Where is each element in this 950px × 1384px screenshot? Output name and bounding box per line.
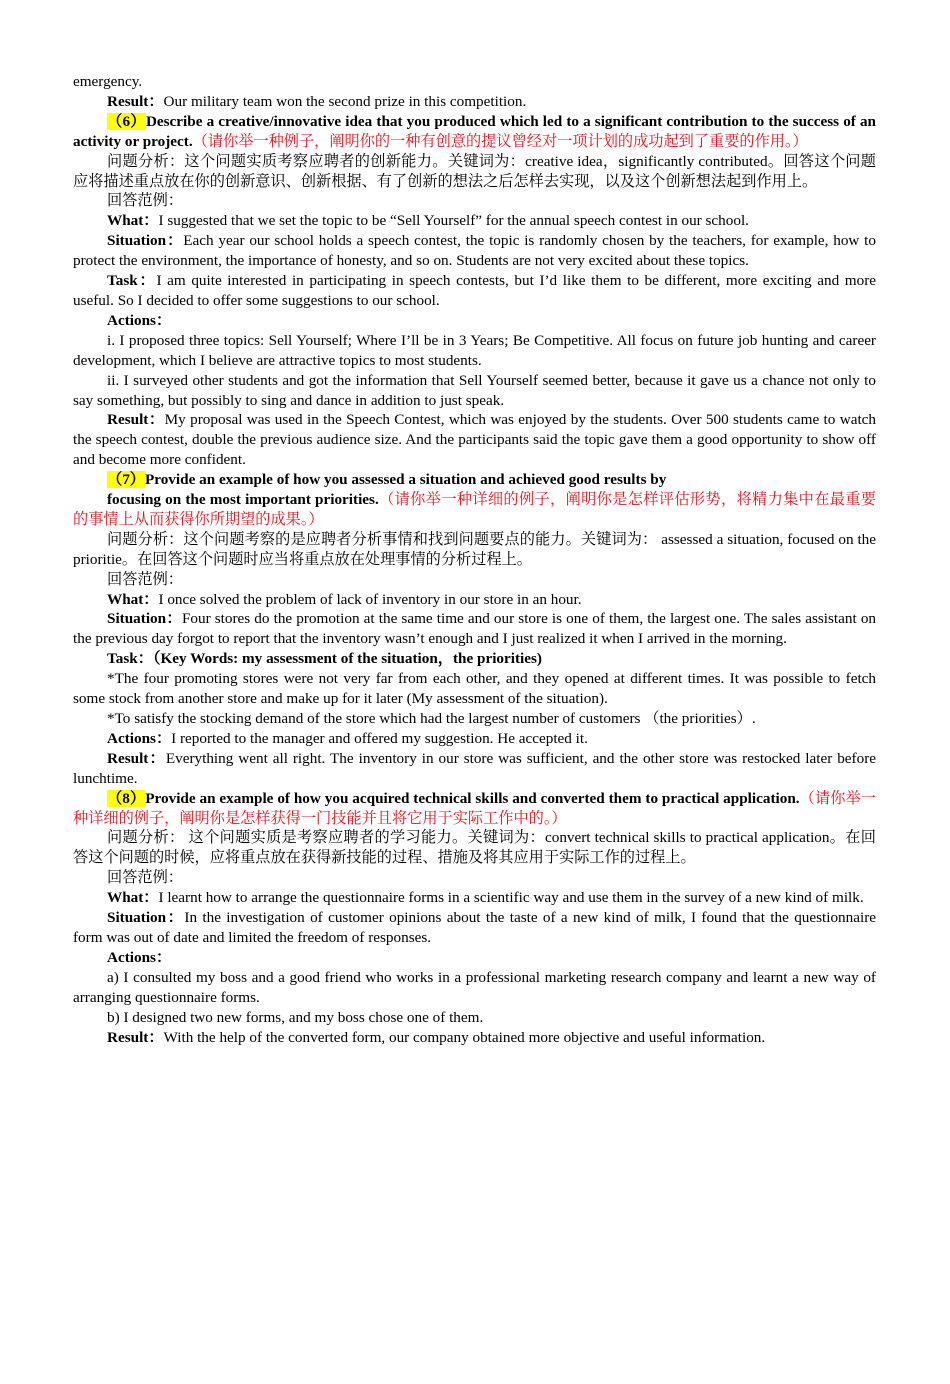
label-what: What [107,212,144,230]
body-text: ii. I surveyed other students and got the information that Sell Yourself seemed better, because it gave us a chance not only to say something, but possibly to sing and dance in addition to just speak. [73,371,876,409]
colon: ： [143,889,159,907]
colon: ： [148,1028,164,1046]
question-7-heading [73,470,876,490]
body-text: Everything went all right. The inventory in our store was sufficient, and the other store was restocked later before lunchtime. [73,749,877,787]
label-actions: Actions [107,729,156,747]
paragraph [73,709,876,729]
body-text: i. I proposed three topics: Sell Yourself; Where I’ll be in 3 Years; Be Competitive. All focus on future job hunting and career development, which I believe are attractive topics to most students. [73,331,876,369]
analysis-paragraph [73,530,876,570]
paragraph [73,311,876,331]
paragraph [73,231,876,271]
paragraph [73,729,876,749]
paragraph [73,888,876,908]
paragraph [73,211,876,231]
body-text: Four stores do the promotion at the same time and our store is one of them, the largest one. The sales assistant on the previous day forgot to report that the inventory wasn’t enough and I just realized it when I arrived in the morning. [73,610,877,648]
body-text: Our military team won the second prize in this competition. [163,92,527,110]
paragraph [73,1008,876,1028]
paragraph [73,749,876,789]
label-actions: Actions [107,311,156,329]
question-text: Provide an example of how you acquired technical skills and converted them to practical application. [145,789,800,807]
paragraph [73,72,876,92]
paragraph [73,92,876,112]
colon: ： [166,610,182,628]
colon: ： [166,232,184,250]
paragraph [73,649,876,669]
paragraph [73,371,876,411]
paragraph [73,331,876,371]
analysis-text: 问题分析：这个问题实质考察应聘者的创新能力。关键词为：creative idea，significantly contributed。回答这个问题应将描述重点放在你的创新意识、创新根据、有了创新的想法之后怎样去实现，以及这个创新想法起到作用上。 [73,152,876,190]
colon: ： [155,311,172,329]
colon: ： [155,729,172,747]
paragraph [73,609,876,649]
colon: ： [148,749,166,767]
label-task: Task [107,650,138,668]
colon: ： [148,92,164,110]
label-actions: Actions [107,948,156,966]
body-text: Each year our school holds a speech contest, the topic is randomly chosen by the teachers, for example, how to protect the environment, the importance of honesty, and so on. Students are not very excited about these topics. [73,232,876,270]
question-8-heading [73,789,876,829]
question-number-highlight: （7） [107,471,145,489]
label-situation: Situation [107,610,167,628]
example-label: 回答范例： [107,570,183,588]
question-text: focusing on the most important priorities. [107,491,379,509]
body-text: emergency. [73,73,143,90]
example-label: 回答范例： [107,869,183,887]
label-result: Result [107,411,149,429]
body-text: With the help of the converted form, our company obtained more objective and useful information. [163,1028,766,1046]
body-text: I am quite interested in participating in speech contests, but I’d like them to be different, more exciting and more useful. So I decided to offer some suggestions to our school. [73,272,876,309]
example-heading [73,570,876,590]
analysis-paragraph [73,828,876,868]
label-what: What [107,590,144,608]
question-translation: （请你举一种详细的例子，阐明你是怎样评估形势，将精力集中在最重要的事情上从而获得你所期望的成果。） [73,491,876,528]
colon: ： [143,590,159,608]
example-heading [73,191,876,211]
key-words: （Key Words: my assessment of the situation，the priorities) [152,650,542,668]
paragraph [73,1028,876,1048]
example-label: 回答范例： [107,192,183,210]
label-situation: Situation [107,909,167,927]
label-task: Task [107,272,138,290]
example-heading [73,868,876,888]
body-text: I learnt how to arrange the questionnaire forms in a scientific way and use them in the survey of a new kind of milk. [158,889,864,907]
question-6-heading [73,112,876,152]
paragraph [73,669,876,709]
paragraph [73,590,876,610]
label-result: Result [107,1028,149,1046]
body-text: *The four promoting stores were not very far from each other, and they opened at different times. It was possible to fetch some stock from another store and make up for it later (My assessment of the situation). [73,670,876,708]
colon: ： [137,650,153,668]
paragraph [73,968,876,1008]
body-text: I once solved the problem of lack of inventory in our store in an hour. [158,590,582,608]
colon: ： [137,272,157,290]
body-text: I reported to the manager and offered my suggestion. He accepted it. [171,729,588,747]
colon: ： [143,212,159,230]
paragraph [73,908,876,948]
colon: ： [148,411,165,429]
body-text: *To satisfy the stocking demand of the store which had the largest number of customers （the priorities）. [107,710,756,727]
paragraph [73,948,876,968]
body-text: My proposal was used in the Speech Contest, which was enjoyed by the students. Over 500 students came to watch the speech contest, double the previous audience size. And the participants said the topic gave them a good opportunity to show off and become more confident. [73,411,876,469]
body-text: a) I consulted my boss and a good friend who works in a professional marketing research company and learnt a new way of arranging questionnaire forms. [73,968,876,1006]
colon: ： [155,948,172,966]
question-number-highlight: （6） [107,112,146,130]
label-situation: Situation [107,232,167,250]
analysis-text: 问题分析：这个问题考察的是应聘者分析事情和找到问题要点的能力。关键词为： assessed a situation, focused on the prioritie。在回答这个问题时应当将重点放在处理事情的分析过程上。 [73,530,876,568]
document-page [73,72,876,1047]
label-what: What [107,889,144,907]
question-number-highlight: （8） [107,789,146,807]
colon: ： [166,909,185,927]
body-text: b) I designed two new forms, and my boss chose one of them. [107,1008,484,1026]
analysis-paragraph [73,152,876,192]
label-result: Result [107,749,149,767]
label-result: Result [107,92,149,110]
body-text: In the investigation of customer opinions about the taste of a new kind of milk, I found that the questionnaire form was out of date and limited the freedom of responses. [73,909,877,946]
paragraph [73,271,876,311]
question-7-heading-cont [73,490,876,530]
question-translation: （请你举一种例子，阐明你的一种有创意的提议曾经对一项计划的成功起到了重要的作用。） [192,132,808,150]
body-text: I suggested that we set the topic to be “Sell Yourself” for the annual speech contest in our school. [158,212,749,230]
question-translation: （请你举一种详细的例子，阐明你是怎样获得一门技能并且将它用于实际工作中的。） [73,789,876,827]
question-text: Provide an example of how you assessed a situation and achieved good results by [144,471,667,489]
question-text: Describe a creative/innovative idea that you produced which led to a significant contribution to the success of an activity or project. [73,112,877,150]
analysis-text: 问题分析： 这个问题实质是考察应聘者的学习能力。关键词为：convert technical skills to practical application。在回答这个问题的时候，应将重点放在获得新技能的过程、措施及将其应用于实际工作的过程上。 [73,829,876,867]
paragraph [73,410,876,470]
